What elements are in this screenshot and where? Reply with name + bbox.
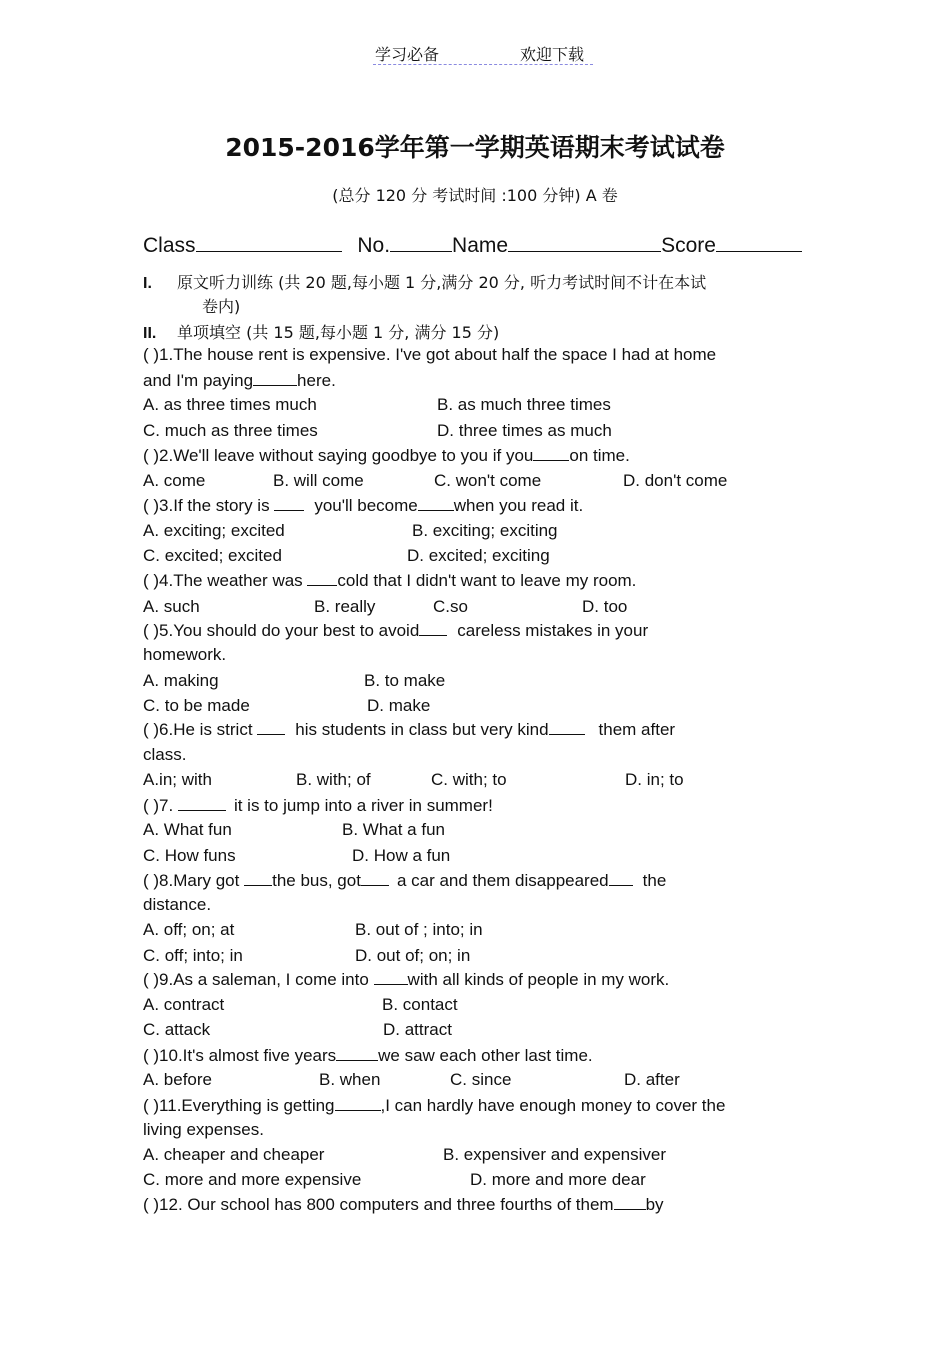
option-b: B. will come (273, 471, 364, 490)
option-a: A. contract (143, 995, 225, 1014)
answer-blank (419, 621, 447, 636)
stem-text: ( )6.He is strict (143, 720, 258, 739)
option-d: D. three times as much (437, 421, 612, 440)
question-5-stem-cont: homework. (143, 645, 227, 664)
stem-text: when you read it. (453, 496, 584, 515)
stem-text: ( )5.You should do your best to avoid (143, 621, 420, 640)
no-label: No. (357, 234, 391, 257)
option-b: B. exciting; exciting (412, 521, 558, 540)
stem-text: ( )10.It's almost five years (143, 1046, 337, 1065)
student-info-line (143, 231, 802, 258)
option-c: C. more and more expensive (143, 1170, 362, 1189)
stem-text: a car and them disappeared (396, 871, 609, 890)
question-2-stem (143, 446, 630, 466)
stem-text: ( )12. Our school has 800 computers and three fourths of them (143, 1195, 614, 1214)
exam-title: 2015-2016学年第一学期英语期末考试试卷 (225, 133, 725, 162)
answer-blank (614, 1195, 646, 1210)
option-b: B. as much three times (437, 395, 611, 414)
question-1-stem-cont (143, 371, 336, 391)
option-b: B. with; of (296, 770, 371, 789)
option-a: A. such (143, 597, 200, 616)
stem-text: the (642, 871, 667, 890)
class-label: Class (143, 234, 196, 257)
stem-text: ( )11.Everything is getting (143, 1096, 335, 1115)
stem-text: ( )8.Mary got (143, 871, 245, 890)
option-c: C. with; to (431, 770, 507, 789)
header-right-text: 欢迎下载 (520, 45, 585, 64)
stem-text: careless mistakes in your (457, 621, 649, 640)
answer-blank (244, 871, 272, 886)
question-8-stem (143, 871, 666, 891)
option-d: D. don't come (623, 471, 728, 490)
stem-text: ( )3.If the story is (143, 496, 275, 515)
question-11-stem (143, 1096, 725, 1116)
option-c: C. won't come (434, 471, 542, 490)
stem-text: you'll become (314, 496, 418, 515)
question-7-stem (143, 796, 493, 816)
section-1-heading (143, 270, 706, 293)
option-c: C. much as three times (143, 421, 318, 440)
option-b: B. when (319, 1070, 381, 1089)
section-number: I. (143, 275, 152, 292)
option-a: A. making (143, 671, 219, 690)
question-3-stem (143, 496, 583, 516)
name-label: Name (452, 234, 509, 257)
class-blank (196, 231, 342, 252)
option-d: D. too (582, 597, 628, 616)
option-b: B. contact (382, 995, 458, 1014)
stem-text: with all kinds of people in my work. (407, 970, 670, 989)
question-6-stem (143, 720, 675, 740)
section-1-heading-cont: 卷内) (202, 297, 241, 316)
stem-text: on time. (569, 446, 630, 465)
answer-blank (418, 496, 454, 511)
question-4-stem (143, 571, 636, 591)
stem-text: ( )2.We'll leave without saying goodbye to you if you (143, 446, 534, 465)
stem-text: here. (297, 371, 336, 390)
stem-text: ,I can hardly have enough money to cover the (380, 1096, 726, 1115)
option-a: A. come (143, 471, 206, 490)
option-d: D. after (624, 1070, 680, 1089)
stem-text: by (645, 1195, 664, 1214)
stem-text: cold that I didn't want to leave my room. (337, 571, 637, 590)
option-a: A. exciting; excited (143, 521, 285, 540)
answer-blank (374, 970, 408, 985)
option-c: C. off; into; in (143, 946, 243, 965)
option-c: C. excited; excited (143, 546, 282, 565)
score-label: Score (661, 234, 716, 257)
option-b: B. expensiver and expensiver (443, 1145, 667, 1164)
question-6-stem-cont: class. (143, 745, 187, 764)
stem-text: his students in class but very kind (295, 720, 549, 739)
stem-text: them after (598, 720, 676, 739)
option-a: A. off; on; at (143, 920, 235, 939)
exam-subtitle: (总分 120 分 考试时间 :100 分钟) A 卷 (332, 186, 618, 205)
stem-text: and I'm paying (143, 371, 254, 390)
answer-blank (274, 496, 304, 511)
question-12-stem (143, 1195, 664, 1215)
stem-text: the bus, got (272, 871, 361, 890)
question-1-stem: ( )1.The house rent is expensive. I've got about half the space I had at home (143, 345, 717, 364)
option-a: A. cheaper and cheaper (143, 1145, 325, 1164)
header-left-text: 学习必备 (375, 45, 440, 64)
option-d: D. excited; exciting (407, 546, 550, 565)
stem-text: ( )4.The weather was (143, 571, 308, 590)
stem-text: we saw each other last time. (378, 1046, 593, 1065)
option-c: C. since (450, 1070, 512, 1089)
option-a: A.in; with (143, 770, 212, 789)
option-b: B. What a fun (342, 820, 445, 839)
stem-text: it is to jump into a river in summer! (233, 796, 493, 815)
section-text: 原文听力训练 (共 20 题,每小题 1 分,满分 20 分, 听力考试时间不计在本试 (177, 273, 707, 292)
answer-blank (533, 446, 569, 461)
answer-blank (257, 720, 285, 735)
name-blank (508, 231, 661, 252)
option-a: A. before (143, 1070, 212, 1089)
section-text: 单项填空 (共 15 题,每小题 1 分, 满分 15 分) (177, 323, 500, 342)
section-2-heading (143, 320, 499, 343)
stem-text: ( )7. (143, 796, 178, 815)
option-c: C. How funs (143, 846, 236, 865)
question-5-stem (143, 621, 648, 641)
option-c: C. to be made (143, 696, 250, 715)
section-number: II. (143, 325, 157, 342)
score-blank (716, 231, 802, 252)
option-d: D. more and more dear (470, 1170, 646, 1189)
option-d: D. How a fun (352, 846, 451, 865)
option-d: D. out of; on; in (355, 946, 471, 965)
option-a: A. as three times much (143, 395, 317, 414)
option-c: C. attack (143, 1020, 211, 1039)
option-d: D. make (367, 696, 431, 715)
option-b: B. really (314, 597, 376, 616)
option-b: B. out of ; into; in (355, 920, 483, 939)
option-d: D. in; to (625, 770, 684, 789)
question-9-stem (143, 970, 669, 990)
answer-blank (253, 371, 297, 386)
answer-blank (361, 871, 389, 886)
option-a: A. What fun (143, 820, 232, 839)
question-8-stem-cont: distance. (143, 895, 212, 914)
answer-blank (336, 1046, 378, 1061)
no-blank (390, 231, 452, 252)
option-d: D. attract (383, 1020, 452, 1039)
answer-blank (307, 571, 337, 586)
question-11-stem-cont: living expenses. (143, 1120, 264, 1139)
answer-blank (609, 871, 633, 886)
question-10-stem (143, 1046, 593, 1066)
option-b: B. to make (364, 671, 446, 690)
answer-blank (549, 720, 585, 735)
page-header (373, 42, 593, 65)
answer-blank (335, 1096, 381, 1111)
option-c: C.so (433, 597, 468, 616)
stem-text: ( )9.As a saleman, I come into (143, 970, 374, 989)
answer-blank (178, 796, 226, 811)
